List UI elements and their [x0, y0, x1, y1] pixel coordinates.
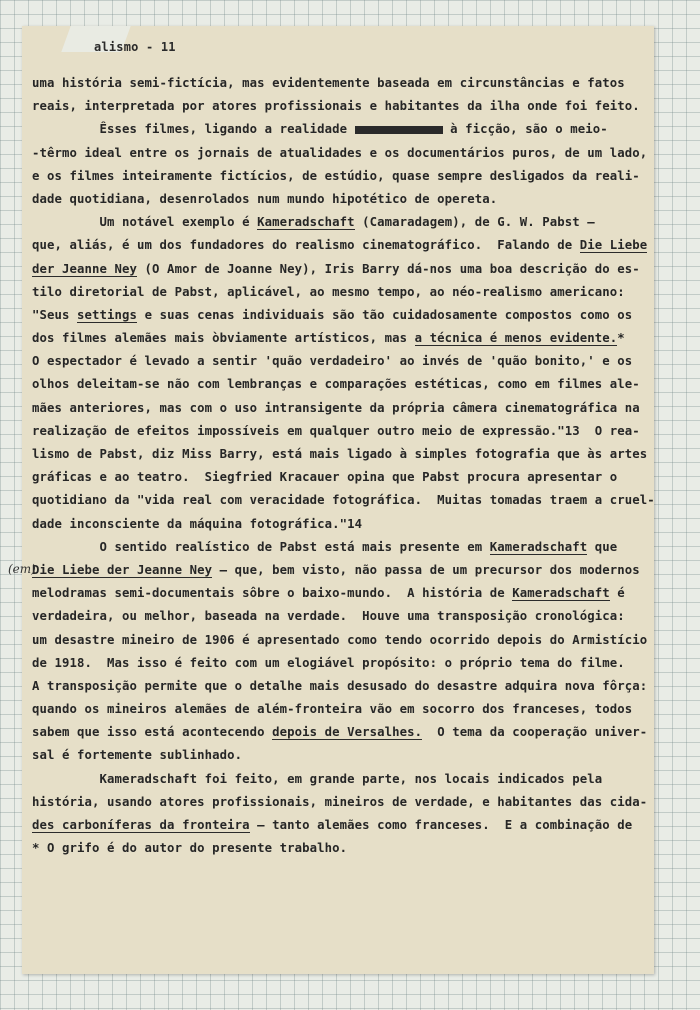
- text-line: [32, 211, 648, 234]
- line-text: lismo de Pabst, diz Miss Barry, está mais ligado à simples fotografia que às artes: [32, 447, 648, 461]
- underlined-text: der Jeanne Ney: [32, 261, 138, 276]
- line-text: de 1918. Mas isso é feito com um elogiável propósito: o próprio tema do filme.: [32, 655, 625, 670]
- line-text: gráficas e ao teatro. Siegfried Kracauer opina que Pabst procura apresentar o: [32, 470, 618, 485]
- text-line: [32, 72, 648, 95]
- underlined-text: depois de Versalhes.: [272, 725, 423, 740]
- text-line: [32, 489, 655, 512]
- line-text: (Camaradagem), de G. W. Pabst —: [354, 215, 595, 230]
- line-text: dos filmes alemães mais òbviamente artísticos, mas: [32, 331, 415, 346]
- text-line: [32, 814, 648, 837]
- text-line: [32, 281, 648, 304]
- underlined-text: Die Liebe der Jeanne Ney: [32, 562, 213, 577]
- text-line: [32, 675, 648, 698]
- underlined-text: Die Liebe: [579, 238, 648, 253]
- underlined-text: Kameradschaft: [489, 539, 588, 554]
- text-line: [32, 258, 648, 281]
- line-text: verdadeira, ou melhor, baseada na verdade. Houve uma transposição cronológica:: [32, 609, 625, 624]
- text-line: [32, 397, 648, 420]
- line-text: Um notável exemplo é: [32, 215, 258, 230]
- document-page: [22, 26, 654, 974]
- underlined-text: a técnica é menos evidente.: [414, 331, 618, 346]
- line-text: e suas cenas individuais são tão cuidadosamente compostos como os: [137, 307, 633, 322]
- line-text: Kameradschaft foi feito, em grande parte, nos locais indicados pela: [32, 771, 603, 786]
- line-text: uma história semi-fictícia, mas evidentemente baseada em circunstâncias e fatos: [32, 76, 625, 90]
- text-line: [32, 350, 648, 373]
- line-text: O sentido realístico de Pabst está mais presente em: [32, 539, 490, 554]
- line-text: à ficção, são o meio-: [442, 122, 608, 137]
- text-line: [32, 304, 648, 327]
- underlined-text: settings: [77, 307, 138, 322]
- text-line: [32, 837, 648, 860]
- line-text: -têrmo ideal entre os jornais de atualidades e os documentários puros, de um lado,: [32, 145, 648, 160]
- line-text: *: [617, 331, 625, 346]
- line-text: que: [587, 539, 618, 554]
- line-text: que, aliás, é um dos fundadores do realismo cinematográfico. Falando de: [32, 238, 580, 253]
- text-line: [32, 95, 648, 118]
- line-text: um desastre mineiro de 1906 é apresentado como tendo ocorrido depois do Armistício: [32, 632, 648, 647]
- text-line: [32, 605, 648, 628]
- struck-out-word: [355, 126, 443, 134]
- text-line: [32, 165, 648, 188]
- text-line: [32, 744, 648, 767]
- line-text: * O grifo é do autor do presente trabalho.: [32, 841, 348, 856]
- page-header: alismo - 11: [94, 40, 176, 54]
- text-line: [32, 629, 648, 652]
- line-text: — tanto alemães como franceses. E a combinação de: [249, 818, 633, 832]
- text-line: [32, 420, 648, 443]
- text-line: [32, 791, 648, 814]
- line-text: A transposição permite que o detalhe mais desusado do desastre adquira nova fôrça:: [32, 678, 648, 693]
- text-line: [32, 768, 648, 791]
- margin-annotation: (em): [8, 562, 36, 576]
- text-line: [32, 721, 648, 744]
- underlined-text: Kameradschaft: [512, 586, 610, 601]
- text-line: [32, 559, 648, 582]
- line-text: — que, bem visto, não passa de um precursor dos modernos: [212, 562, 640, 577]
- line-text: quotidiano da "vida real com veracidade fotográfica. Muitas tomadas traem a cruel-: [32, 493, 655, 508]
- line-text: O espectador é levado a sentir 'quão verdadeiro' ao invés de 'quão bonito,' e os: [32, 354, 633, 369]
- line-text: realização de efeitos impossíveis em qualquer outro meio de expressão."13 O rea-: [32, 423, 640, 438]
- line-text: sal é fortemente sublinhado.: [32, 748, 243, 763]
- line-text: é: [609, 586, 625, 601]
- line-text: tilo diretorial de Pabst, aplicável, ao mesmo tempo, ao néo-realismo americano:: [32, 284, 625, 299]
- typewritten-text: [32, 72, 655, 860]
- line-text: "Seus: [32, 307, 78, 322]
- text-line: [32, 513, 648, 536]
- underlined-text: Kameradschaft: [257, 215, 355, 230]
- text-line: [32, 142, 648, 165]
- line-text: dade quotidiana, desenrolados num mundo hipotético de opereta.: [32, 191, 498, 206]
- text-line: [32, 373, 648, 396]
- text-line: [32, 466, 648, 489]
- line-text: quando os mineiros alemães de além-fronteira vão em socorro dos franceses, todos: [32, 702, 633, 717]
- line-text: sabem que isso está acontecendo: [32, 725, 273, 740]
- line-text: melodramas semi-documentais sôbre o baixo-mundo. A história de: [32, 586, 513, 601]
- text-line: [32, 652, 648, 675]
- underlined-text: des carboníferas da fronteira: [32, 818, 250, 832]
- text-line: [32, 118, 648, 141]
- line-text: história, usando atores profissionais, mineiros de verdade, e habitantes das cida-: [32, 794, 648, 809]
- line-text: O tema da cooperação univer-: [422, 725, 648, 740]
- line-text: (O Amor de Joanne Ney), Iris Barry dá-nos uma boa descrição do es-: [137, 261, 640, 276]
- text-line: [32, 327, 648, 350]
- text-line: [32, 188, 648, 211]
- line-text: e os filmes inteiramente fictícios, de estúdio, quase sempre desligados da reali-: [32, 168, 640, 183]
- line-text: reais, interpretada por atores profissionais e habitantes da ilha onde foi feito.: [32, 99, 640, 114]
- text-line: [32, 443, 648, 466]
- text-line: [32, 582, 648, 605]
- line-text: olhos deleitam-se não com lembranças e comparações estéticas, como em filmes ale-: [32, 377, 640, 392]
- line-text: Êsses filmes, ligando a realidade: [32, 122, 355, 137]
- text-line: [32, 234, 648, 257]
- line-text: dade inconsciente da máquina fotográfica."14: [32, 516, 363, 531]
- line-text: mães anteriores, mas com o uso intransigente da própria câmera cinematográfica na: [32, 400, 640, 415]
- text-line: [32, 698, 648, 721]
- text-line: [32, 536, 648, 559]
